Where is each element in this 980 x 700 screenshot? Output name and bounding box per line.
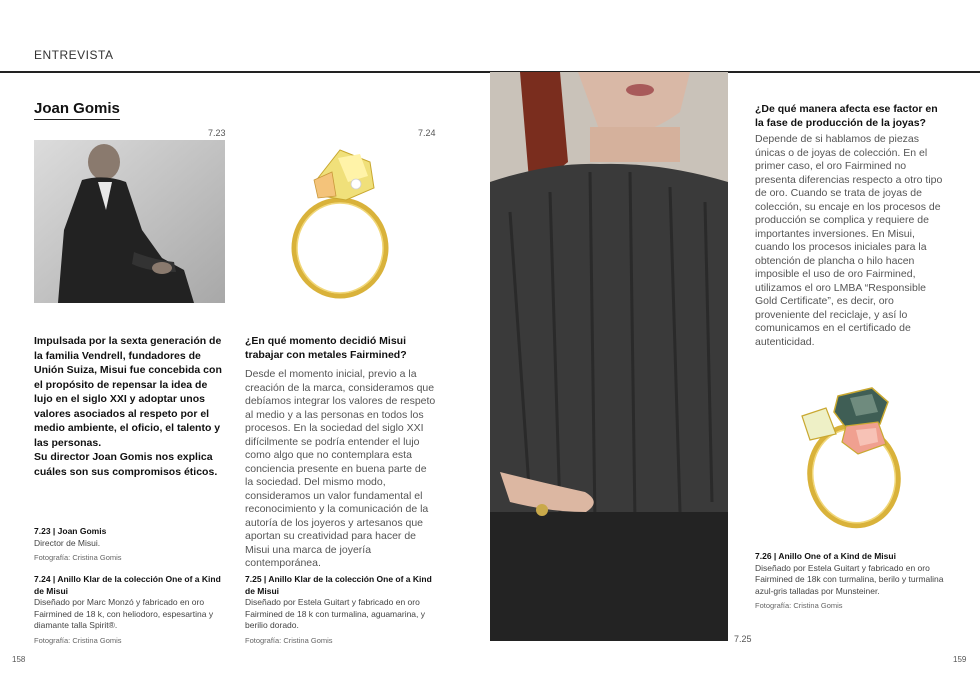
caption-7-25 [245,574,435,646]
answer-2: Depende de si hablamos de piezas únicas o de joyas de colección. En el primer caso, el oro Fairmined no presenta diferencias respecto a otro tipo de oro. Cuando se trata de joyas de colección, su encaje en los procesos de producción se complica y requiere de importantes inversiones. En Misui, cuando los procesos iniciales para la obtención de plancha o hilo hacen imposible el uso de oro Fairmined, utilizamos el oro LMBA “Responsible Gold Certificate”, es decir, oro proveniente del reciclaje, y así lo comunicamos en el certificado de autenticidad. [755,133,943,348]
caption-7-25-title: 7.25 | Anillo Klar de la colección One of a Kind de Misui [245,574,432,596]
model-photo [490,72,728,641]
section-label: ENTREVISTA [34,48,114,62]
caption-7-23-credit: Fotografía: Cristina Gomis [34,553,122,562]
figure-number-7-24: 7.24 [418,128,436,138]
lead-followup: Su director Joan Gomis nos explica cuáles son sus compromisos éticos. [34,451,218,478]
caption-7-23-title: 7.23 | Joan Gomis [34,526,107,536]
caption-7-23-desc: Director de Misui. [34,537,101,548]
page-number-left: 158 [12,655,26,664]
ring-7-26-image [780,378,920,538]
caption-7-26-title: 7.26 | Anillo One of a Kind de Misui [755,551,896,561]
caption-7-26-credit: Fotografía: Cristina Gomis [755,601,843,610]
question-1: ¿En qué momento decidió Misui trabajar con metales Fairmined? [245,335,407,361]
question-2: ¿De qué manera afecta ese factor en la fase de producción de la joyas? [755,103,938,129]
caption-7-26 [755,551,950,612]
portrait-photo [34,140,225,303]
article-title: Joan Gomis [34,100,120,120]
figure-number-7-25: 7.25 [734,634,752,644]
caption-7-24-credit: Fotografía: Cristina Gomis [34,635,122,645]
caption-7-23 [34,526,224,564]
ring-7-24-image [278,140,403,305]
caption-7-24-desc: Diseñado por Marc Monzó y fabricado en oro Fairmined de 18 k, con heliodoro, espesartina y diamante talla Spirit®. [34,597,214,630]
answer-1: Desde el momento inicial, previo a la creación de la marca, consideramos que debíamos integrar los valores de respeto al medio y a las personas en todos los procesos. En la sociedad del siglo XXI difícilmente se podría entender el lujo como algo que no contemplara esta conciencia presente en buena parte de la sociedad. Del mismo modo, consideramos un valor fundamental el reconocimiento y la comunicación de la autoría de los joyeros y artesanos que aportan su creatividad para hacer de Misui una marca de joyería contemporánea. [245,368,436,569]
caption-7-24 [34,574,224,646]
caption-7-25-desc: Diseñado por Estela Guitart y fabricado en oro Fairmined de 18 k con turmalina, aguamarina, y berilio dorado. [245,597,426,630]
lead-paragraph [34,334,224,479]
caption-7-26-desc: Diseñado por Estela Guitart y fabricado en oro Fairmined de 18k con turmalina, berilo y turmalina azul-gris talladas por Munsteiner. [755,562,944,596]
caption-7-25-credit: Fotografía: Cristina Gomis [245,635,333,645]
lead-intro: Impulsada por la sexta generación de la familia Vendrell, fundadores de Unión Suiza, Misui fue concebida con el propósito de repensar la idea de lujo en el siglo XXI y adoptar unos valores asociados al respeto por el medio ambiente, el oficio, el talento y las personas. [34,335,222,449]
figure-number-7-23: 7.23 [208,128,226,138]
caption-7-24-title: 7.24 | Anillo Klar de la colección One of a Kind de Misui [34,574,221,596]
page-number-right: 159 [953,655,967,664]
